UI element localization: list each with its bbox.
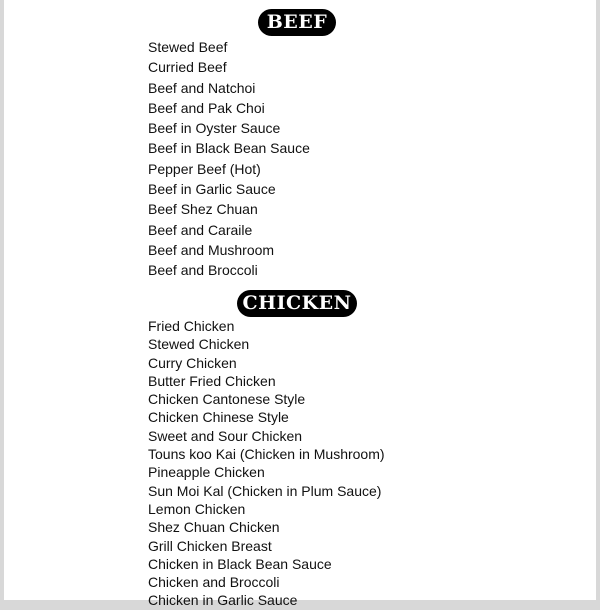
menu-item: Stewed Beef — [148, 39, 228, 55]
menu-item: Beef and Mushroom — [148, 241, 275, 258]
menu-item: Chicken Cantonese Style — [148, 391, 306, 408]
menu-item: Beef and Pak Choi — [148, 99, 265, 116]
menu-item: Beef in Oyster Sauce — [148, 120, 281, 137]
menu-item: Beef Shez Chuan — [148, 201, 258, 218]
menu-item: Curried Beef — [148, 59, 227, 76]
menu-item: Touns koo Kai (Chicken in Mushroom) — [148, 446, 385, 463]
menu-item: Sun Moi Kal (Chicken in Plum Sauce) — [148, 482, 382, 499]
menu-item: Pineapple Chicken — [148, 464, 265, 481]
menu-item: Fried Chicken — [148, 318, 235, 334]
menu-item: Pepper Beef (Hot) — [148, 160, 261, 177]
menu-item: Grill Chicken Breast — [148, 537, 272, 554]
beef-section-title: BEEF — [258, 9, 336, 36]
menu-item: Chicken and Broccoli — [148, 574, 280, 591]
menu-item: Chicken Chinese Style — [148, 409, 289, 426]
menu-item: Beef and Caraile — [148, 221, 253, 238]
menu-item: Beef and Broccoli — [148, 262, 258, 279]
menu-item: Chicken in Garlic Sauce — [148, 592, 298, 609]
chicken-menu-list — [148, 317, 385, 610]
menu-item: Chicken in Black Bean Sauce — [148, 555, 332, 572]
menu-item: Beef in Black Bean Sauce — [148, 140, 310, 157]
menu-item: Butter Fried Chicken — [148, 372, 276, 389]
beef-menu-list — [148, 37, 310, 281]
menu-item: Sweet and Sour Chicken — [148, 427, 303, 444]
menu-item: Shez Chuan Chicken — [148, 519, 280, 536]
menu-item: Curry Chicken — [148, 354, 237, 371]
menu-item: Beef in Garlic Sauce — [148, 181, 276, 198]
menu-item: Beef and Natchoi — [148, 79, 256, 96]
menu-page — [4, 0, 596, 609]
menu-item: Lemon Chicken — [148, 500, 246, 517]
menu-item: Stewed Chicken — [148, 336, 250, 353]
chicken-section-title: CHICKEN — [237, 290, 357, 317]
